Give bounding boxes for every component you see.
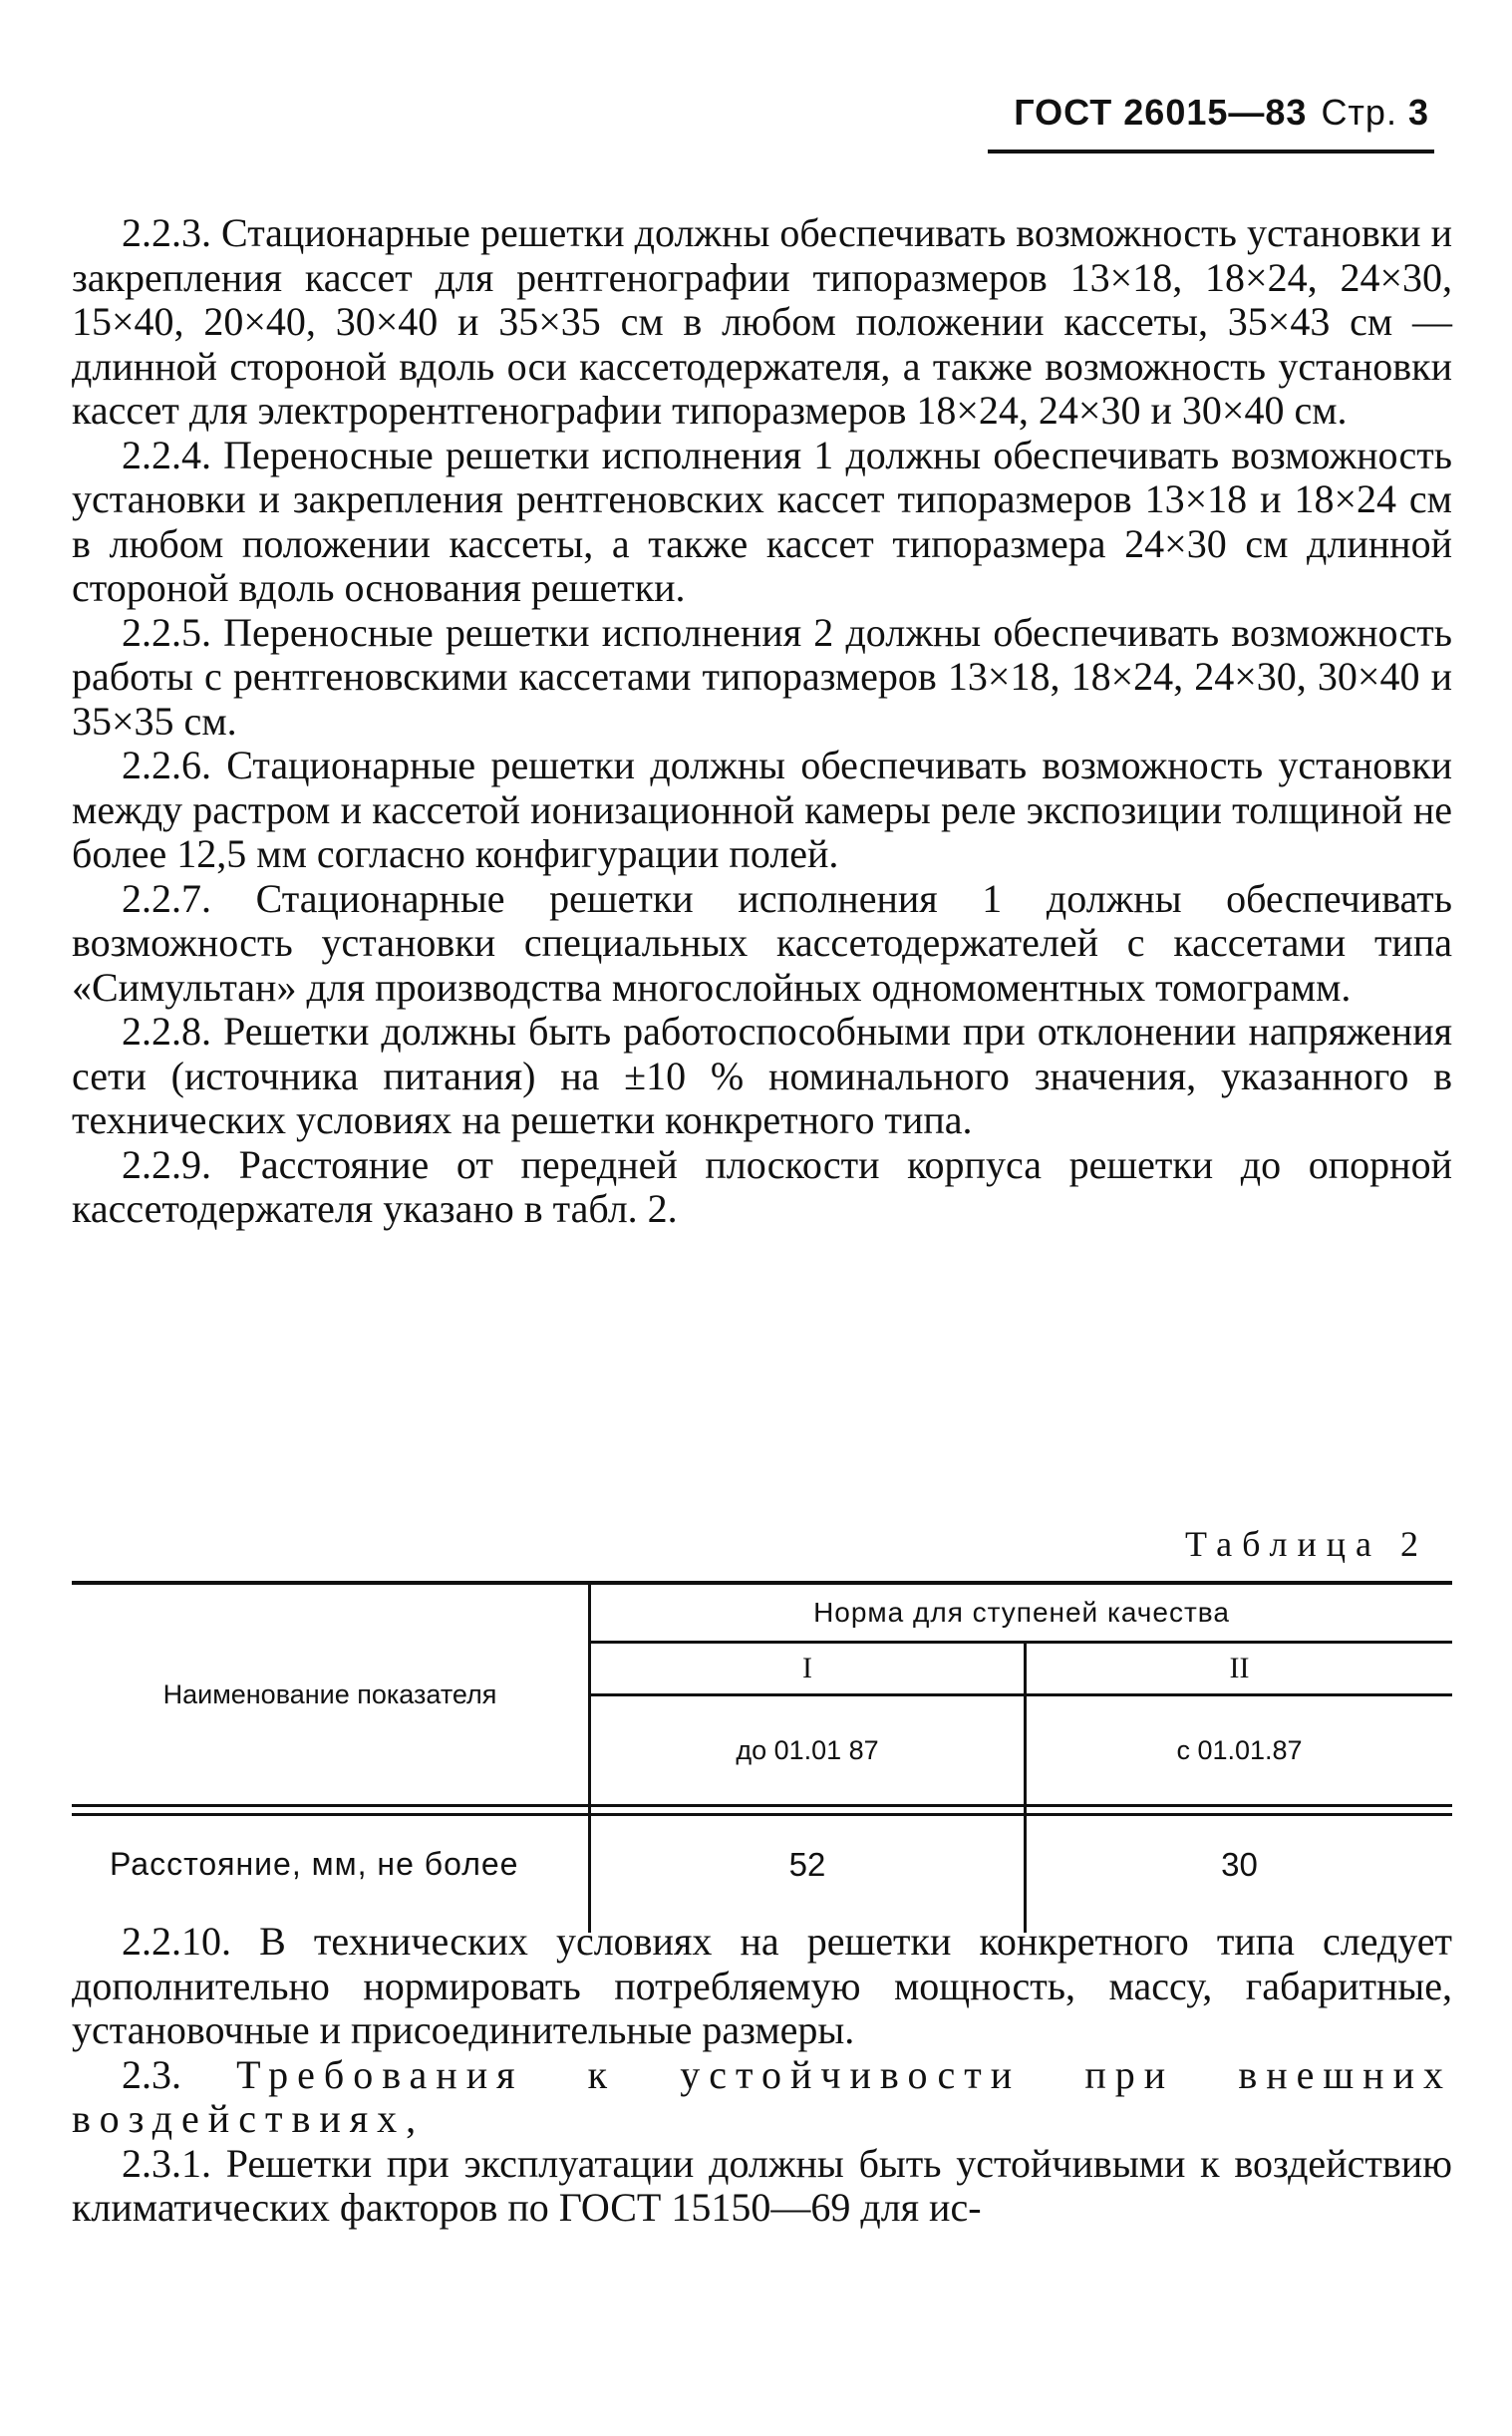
row-indicator-name: Расстояние, мм, не более [72,1815,590,1933]
column-header-grade-2: II [1026,1643,1453,1695]
paragraph-2-3-1: 2.3.1. Решетки при эксплуатации должны быть устойчивыми к воздействию климатических факторов по ГОСТ 15150—69 для ис- [72,2140,1452,2230]
table-2 [72,1581,1452,1933]
standard-number: ГОСТ 26015—83 [1014,92,1308,133]
body-text-top [72,211,1452,1232]
paragraph-2-2-4: 2.2.4. Переносные решетки исполнения 1 должны обеспечивать возможность установки и закрепления рентгеновских кассет типоразмеров 13×18 и 18×24 см в любом положении кассеты, а также кассет типоразмера 24×30 см длинной стороной вдоль основания решетки. [72,432,1452,610]
page-number-value: 3 [1407,92,1429,133]
page-label: Стр. [1321,92,1397,133]
header-rule [988,150,1434,153]
section-2-3-heading [72,2053,1452,2142]
column-header-norm: Норма для ступеней качества [590,1583,1453,1643]
paragraph-2-2-9: 2.2.9. Расстояние от передней плоскости корпуса решетки до опорной кассетодержателя указано в табл. 2. [72,1141,1452,1231]
section-2-3-number: 2.3. [122,2051,181,2097]
column-header-grade-1: I [590,1643,1026,1695]
page-header [1014,92,1429,134]
body-text-bottom [72,1920,1452,2231]
column-header-date-1: до 01.01 87 [590,1695,1026,1806]
paragraph-2-2-7: 2.2.7. Стационарные решетки исполнения 1 должны обеспечивать возможность установки специальных кассетодержателей с кассетами типа «Симультан» для производства многослойных одномоментных томограмм. [72,875,1452,1010]
page-number [1321,92,1429,134]
column-header-indicator: Наименование показателя [72,1583,590,1806]
paragraph-2-2-8: 2.2.8. Решетки должны быть работоспособными при отклонении напряжения сети (источника питания) на ±10 % номинального значения, указанного в технических условиях на решетки конкретного типа. [72,1009,1452,1142]
section-2-3-title: Требования к устойчивости при внешних воздействиях, [72,2051,1452,2141]
table-header-separator [72,1806,1452,1815]
table-row [72,1815,1452,1933]
row-value-grade-2: 30 [1221,1846,1258,1883]
paragraph-2-2-10: 2.2.10. В технических условиях на решетки конкретного типа следует дополнительно нормировать потребляемую мощность, массу, габаритные, установочные и присоединительные размеры. [72,1919,1452,2052]
row-value-grade-1: 52 [590,1815,1026,1933]
column-header-date-2: с 01.01.87 [1176,1734,1303,1765]
table-caption: Таблица 2 [1185,1524,1428,1564]
paragraph-2-2-3: 2.2.3. Стационарные решетки должны обеспечивать возможность установки и закрепления кассет для рентгенографии типоразмеров 13×18, 18×24, 24×30, 15×40, 20×40, 30×40 и 35×35 см в любом положении кассеты, 35×43 см — длинной стороной вдоль оси кассетодержателя, а также возможность установки кассет для электрорентгенографии типоразмеров 18×24, 24×30 и 30×40 см. [72,210,1452,433]
paragraph-2-2-6: 2.2.6. Стационарные решетки должны обеспечивать возможность установки между растром и кассетой ионизационной камеры реле экспозиции толщиной не более 12,5 мм согласно конфигурации полей. [72,743,1452,876]
paragraph-2-2-5: 2.2.5. Переносные решетки исполнения 2 должны обеспечивать возможность работы с рентгеновскими кассетами типоразмеров 13×18, 18×24, 24×30, 30×40 и 35×35 см. [72,609,1452,744]
